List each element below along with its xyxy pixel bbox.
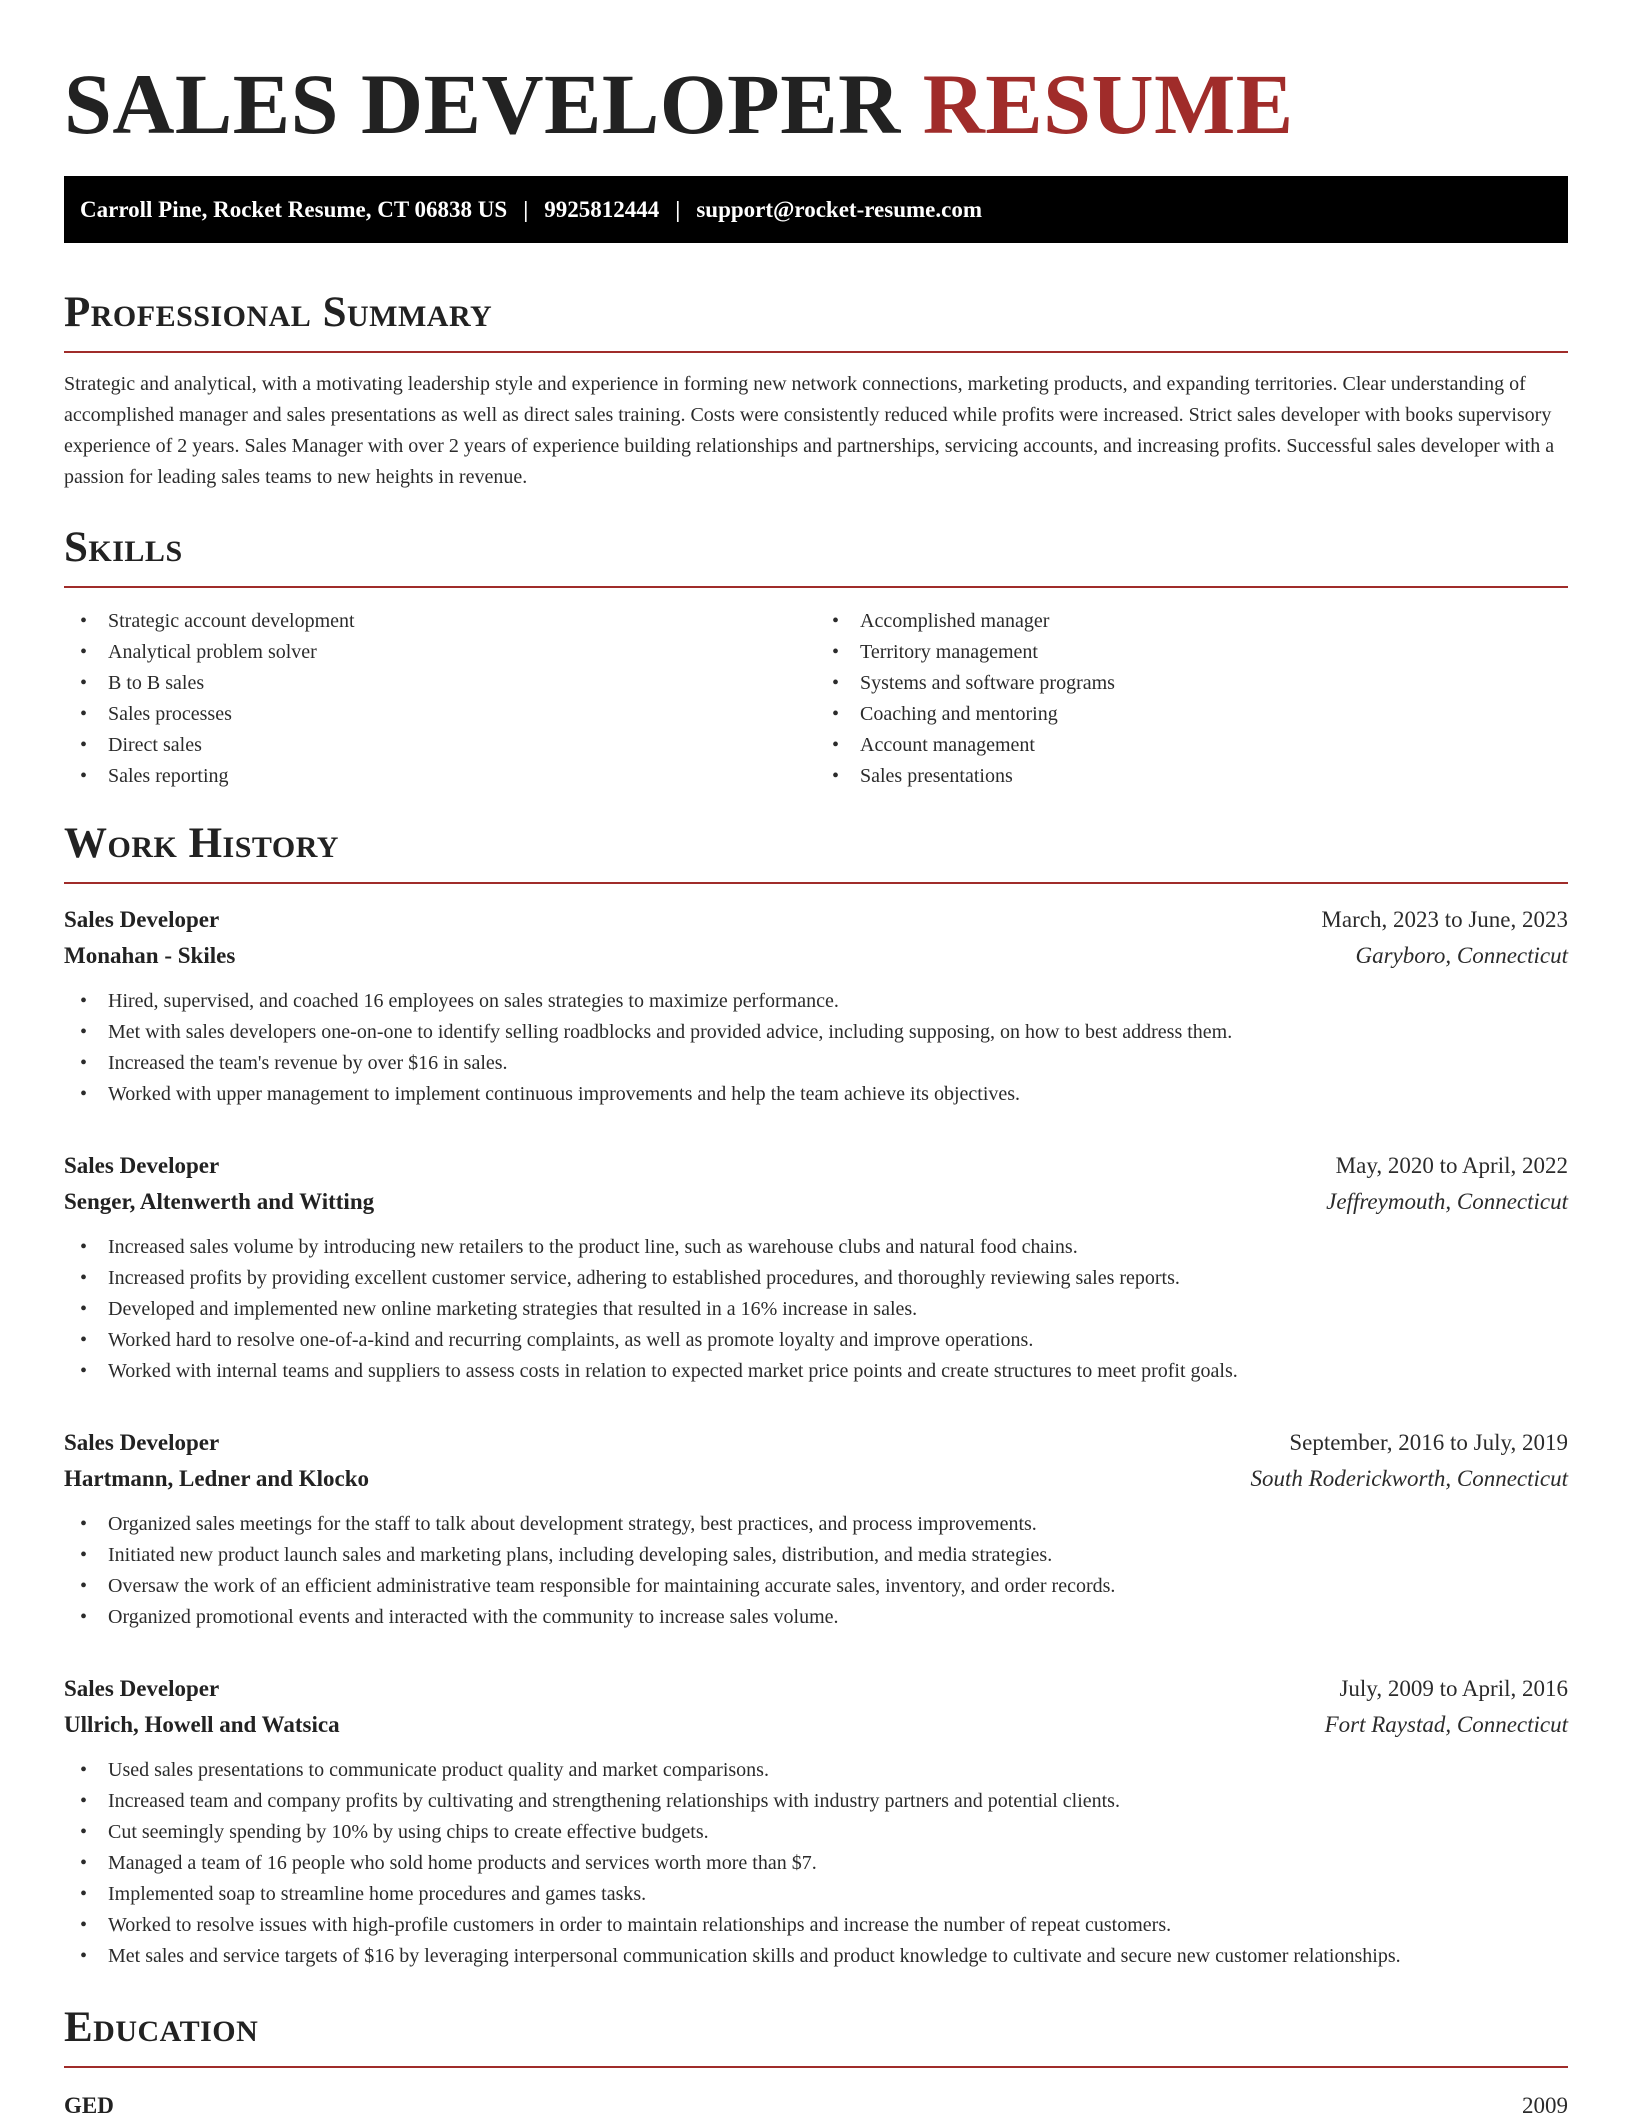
- job-location: South Roderickworth, Connecticut: [1250, 1466, 1568, 1491]
- job-entry: [64, 1671, 1568, 1972]
- skill-item: • B to B sales: [64, 668, 816, 699]
- education-entry: [64, 2088, 1568, 2124]
- title-accent: RESUME: [922, 56, 1294, 152]
- job-header: [64, 902, 1568, 938]
- section-divider: [64, 882, 1568, 884]
- job-entry: [64, 1148, 1568, 1387]
- skill-item: • Accomplished manager: [816, 606, 1568, 637]
- title-main: SALES DEVELOPER: [64, 56, 923, 152]
- summary-heading: Professional Summary: [64, 289, 493, 336]
- job-bullet: • Used sales presentations to communicate product quality and market comparisons.: [64, 1755, 1568, 1786]
- job-bullet: • Developed and implemented new online marketing strategies that resulted in a 16% increase in sales.: [64, 1294, 1568, 1325]
- job-bullet: • Organized promotional events and interacted with the community to increase sales volume.: [64, 1602, 1568, 1633]
- job-dates: September, 2016 to July, 2019: [1289, 1430, 1568, 1455]
- skills-heading: Skills: [64, 524, 183, 571]
- job-bullet: • Met sales and service targets of $16 by leveraging interpersonal communication skills and product knowledge to cultivate and secure new customer relationships.: [64, 1941, 1568, 1972]
- job-title: Sales Developer: [64, 907, 220, 932]
- section-divider: [64, 586, 1568, 588]
- job-bullet: • Increased profits by providing excellent customer service, adhering to established procedures, and thoroughly reviewing sales reports.: [64, 1263, 1568, 1294]
- skill-item: • Coaching and mentoring: [816, 699, 1568, 730]
- job-bullet: • Increased the team's revenue by over $16 in sales.: [64, 1048, 1568, 1079]
- job-bullet: • Met with sales developers one-on-one to identify selling roadblocks and provided advice, including supposing, on how to best address them.: [64, 1017, 1568, 1048]
- job-entry: [64, 1425, 1568, 1633]
- skill-item: • Systems and software programs: [816, 668, 1568, 699]
- education-degree: GED: [64, 2093, 114, 2118]
- job-bullets: [64, 1755, 1568, 1972]
- job-company: Monahan - Skiles: [64, 943, 236, 968]
- job-dates: July, 2009 to April, 2016: [1339, 1676, 1568, 1701]
- job-bullet: • Initiated new product launch sales and marketing plans, including developing sales, distribution, and media strategies.: [64, 1540, 1568, 1571]
- skill-item: • Sales processes: [64, 699, 816, 730]
- skills-column-right: [816, 606, 1568, 792]
- job-company: Ullrich, Howell and Watsica: [64, 1712, 340, 1737]
- contact-phone[interactable]: 9925812444: [544, 196, 660, 222]
- skills-column-left: [64, 606, 816, 792]
- job-bullet: • Organized sales meetings for the staff to talk about development strategy, best practices, and process improvements.: [64, 1509, 1568, 1540]
- job-header: [64, 1425, 1568, 1461]
- job-bullet: • Increased sales volume by introducing new retailers to the product line, such as warehouse clubs and natural food chains.: [64, 1232, 1568, 1263]
- job-bullet: • Worked with internal teams and suppliers to assess costs in relation to expected market price points and create structures to meet profit goals.: [64, 1356, 1568, 1387]
- job-dates: May, 2020 to April, 2022: [1335, 1153, 1568, 1178]
- job-bullet: • Worked with upper management to implement continuous improvements and help the team achieve its objectives.: [64, 1079, 1568, 1110]
- job-company: Senger, Altenwerth and Witting: [64, 1189, 375, 1214]
- job-dates: March, 2023 to June, 2023: [1321, 907, 1568, 932]
- skill-item: • Strategic account development: [64, 606, 816, 637]
- education-year: 2009: [1522, 2093, 1568, 2118]
- work-history-heading: Work History: [64, 820, 339, 867]
- skills-list: [64, 606, 1568, 792]
- job-title: Sales Developer: [64, 1676, 220, 1701]
- resume-title: [64, 0, 1568, 154]
- skill-item: • Analytical problem solver: [64, 637, 816, 668]
- skill-item: • Territory management: [816, 637, 1568, 668]
- job-bullet: • Managed a team of 16 people who sold home products and services worth more than $7.: [64, 1848, 1568, 1879]
- skill-item: • Sales reporting: [64, 761, 816, 792]
- job-bullet: • Cut seemingly spending by 10% by using chips to create effective budgets.: [64, 1817, 1568, 1848]
- job-header: [64, 1148, 1568, 1184]
- skill-item: • Direct sales: [64, 730, 816, 761]
- job-bullet: • Hired, supervised, and coached 16 employees on sales strategies to maximize performance.: [64, 986, 1568, 1017]
- summary-text: Strategic and analytical, with a motivating leadership style and experience in forming new network connections, marketing products, and expanding territories. Clear understanding of accomplished manager and sales presentations as well as direct sales training. Costs were consistently reduced while profits were increased. Strict sales developer with books supervisory experience of 2 years. Sales Manager with over 2 years of experience building relationships and partnerships, servicing accounts, and increasing profits. Successful sales developer with a passion for leading sales teams to new heights in revenue.: [64, 373, 1555, 488]
- job-location: Jeffreymouth, Connecticut: [1326, 1189, 1568, 1214]
- contact-separator: |: [675, 196, 681, 222]
- job-subheader: [64, 1707, 1568, 1743]
- job-title: Sales Developer: [64, 1153, 220, 1178]
- job-bullet: • Implemented soap to streamline home procedures and games tasks.: [64, 1879, 1568, 1910]
- job-subheader: [64, 1184, 1568, 1220]
- skill-item: • Sales presentations: [816, 761, 1568, 792]
- job-company: Hartmann, Ledner and Klocko: [64, 1466, 369, 1491]
- job-subheader: [64, 1461, 1568, 1497]
- contact-email[interactable]: support@rocket-resume.com: [696, 196, 982, 222]
- job-bullet: • Worked to resolve issues with high-profile customers in order to maintain relationships and increase the number of repeat customers.: [64, 1910, 1568, 1941]
- job-location: Fort Raystad, Connecticut: [1324, 1712, 1568, 1737]
- job-bullets: [64, 1509, 1568, 1633]
- education-heading: Education: [64, 2004, 259, 2051]
- contact-address: Carroll Pine, Rocket Resume, CT 06838 US: [80, 196, 508, 222]
- section-divider: [64, 351, 1568, 353]
- job-location: Garyboro, Connecticut: [1355, 943, 1568, 968]
- job-header: [64, 1671, 1568, 1707]
- job-title: Sales Developer: [64, 1430, 220, 1455]
- job-bullet: • Oversaw the work of an efficient administrative team responsible for maintaining accurate sales, inventory, and order records.: [64, 1571, 1568, 1602]
- job-bullet: • Worked hard to resolve one-of-a-kind and recurring complaints, as well as promote loyalty and improve operations.: [64, 1325, 1568, 1356]
- contact-bar: [64, 176, 1568, 243]
- section-divider: [64, 2066, 1568, 2068]
- contact-separator: |: [523, 196, 529, 222]
- job-bullets: [64, 986, 1568, 1110]
- skill-item: • Account management: [816, 730, 1568, 761]
- job-subheader: [64, 938, 1568, 974]
- job-bullets: [64, 1232, 1568, 1387]
- job-entry: [64, 902, 1568, 1110]
- job-bullet: • Increased team and company profits by cultivating and strengthening relationships with industry partners and potential clients.: [64, 1786, 1568, 1817]
